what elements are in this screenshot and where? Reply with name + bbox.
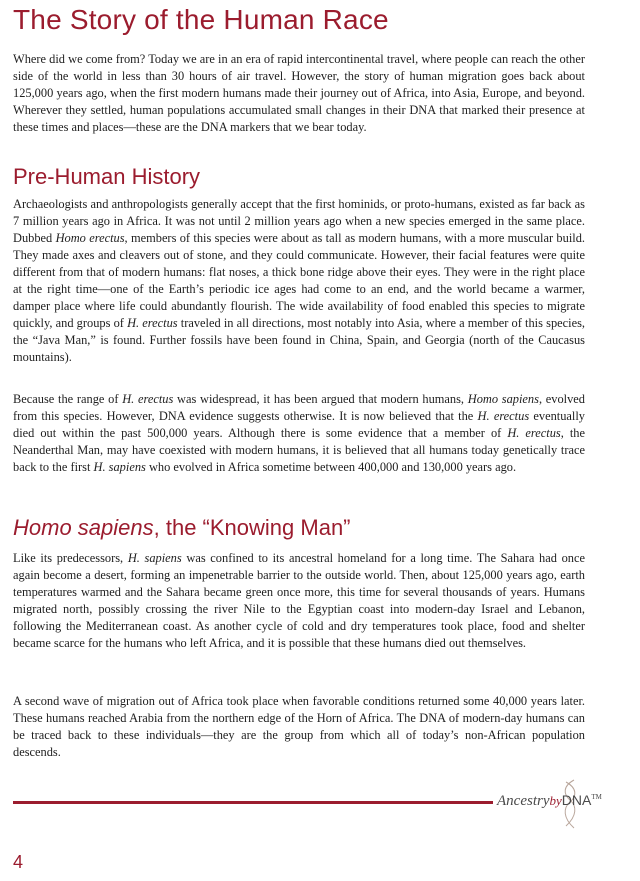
section-heading-pre-human-history: Pre-Human History: [13, 164, 201, 189]
text-run: , evolved from this species. However, DNA evidence suggests otherwise. It is now believed that the: [13, 392, 586, 423]
text-run: was confined to its ancestral homeland for a long time. The Sahara had once again become a desert, forming an impenetrable barrier to the outside world. Then, about 125,000 years ago, earth temperatures warmed and the Sahara became green once more, this time for several thousands of years. Humans migrated north, possibly crossing the river Nile to the Egyptian coast into modern-day Israel and Lebanon, following the Mediterranean coast. As another cycle of cold and dry temperatures took place, food and shelter became scarce for the humans who left Africa, and it is possible that these humans died out themselves.: [13, 551, 585, 650]
section-heading-homo-sapiens: [13, 515, 351, 541]
species-name: H. erectus: [507, 426, 561, 440]
logo-word-by: by: [549, 793, 562, 808]
homo-sapiens-paragraph-1: [13, 550, 585, 652]
pre-human-paragraph-2: [13, 391, 585, 476]
text-run: , members of this species were about as tall as modern humans, with a more muscular build. They made axes and cleavers out of stone, and they could communicate. However, their facial features were quite different from that of modern humans: flat noses, a thick bone ridge above their eyes. They were in the right place at the right time—one of the Earth’s periodic ice ages had come to an end, and the world became a warmer, damper place where life could abundantly flourish. The wide availability of food enabled this species to migrate quickly, and groups of: [13, 231, 585, 330]
logo-wordmark: [497, 792, 602, 810]
text-run: Archaeologists and anthropologists generally accept that the first hominids, or proto-humans, existed as far back as 7 million years ago in Africa. It was not until 2 million years ago when a new species emerged in the same place. Dubbed: [13, 197, 585, 245]
text-run: , the Neanderthal Man, may have coexisted with modern humans, it is believed that all humans today genetically trace back to the first: [13, 426, 585, 474]
intro-paragraph: Where did we come from? Today we are in an era of rapid intercontinental travel, where people can reach the other side of the world in less than 30 hours of air travel. However, the story of human migration goes back about 125,000 years ago, when the first modern humans made their journey out of Africa, into Asia, Europe, and beyond. Wherever they settled, human populations accumulated small changes in their DNA that marked their presence at these times and places—these are the DNA markers that we bear today.: [13, 52, 585, 134]
species-name: H. erectus: [122, 392, 174, 406]
text-run: traveled in all directions, most notably into Asia, where a member of this species, the “Java Man,” is found. Further fossils have been found in China, Spain, and Georgia (north of the Caucasus mountains).: [13, 316, 585, 364]
heading-rest-part: , the “Knowing Man”: [153, 515, 351, 540]
species-name: Homo erectus: [55, 231, 125, 245]
species-name: H. sapiens: [93, 460, 146, 474]
text-run: was widespread, it has been argued that modern humans,: [173, 392, 468, 406]
text-run: who evolved in Africa sometime between 400,000 and 130,000 years ago.: [145, 460, 517, 474]
pre-human-paragraph-1: [13, 196, 585, 366]
homo-sapiens-paragraph-2: A second wave of migration out of Africa took place when favorable conditions returned some 40,000 years later. These humans reached Arabia from the northern edge of the Horn of Africa. The DNA of modern-day humans can be traced back to these individuals—they are the group from which all of today’s non-African population descends.: [13, 694, 585, 759]
heading-italic-part: Homo sapiens: [13, 515, 154, 540]
text-run: eventually died out within the past 500,000 years. Although there is some evidence that a member of: [13, 409, 585, 440]
species-name: H. erectus: [127, 316, 178, 330]
footer-divider: [13, 801, 493, 804]
text-run: Like its predecessors,: [13, 551, 128, 565]
ancestry-by-dna-logo: [497, 778, 637, 830]
species-name: H. sapiens: [127, 551, 182, 565]
page-number: 4: [13, 852, 24, 872]
species-name: Homo sapiens: [467, 392, 539, 406]
logo-word-dna: DNA: [561, 792, 592, 808]
logo-word-ancestry: Ancestry: [497, 793, 550, 809]
trademark-symbol: TM: [591, 793, 602, 801]
species-name: H. erectus: [477, 409, 530, 423]
page-title: The Story of the Human Race: [13, 4, 389, 35]
text-run: Because the range of: [13, 392, 123, 406]
